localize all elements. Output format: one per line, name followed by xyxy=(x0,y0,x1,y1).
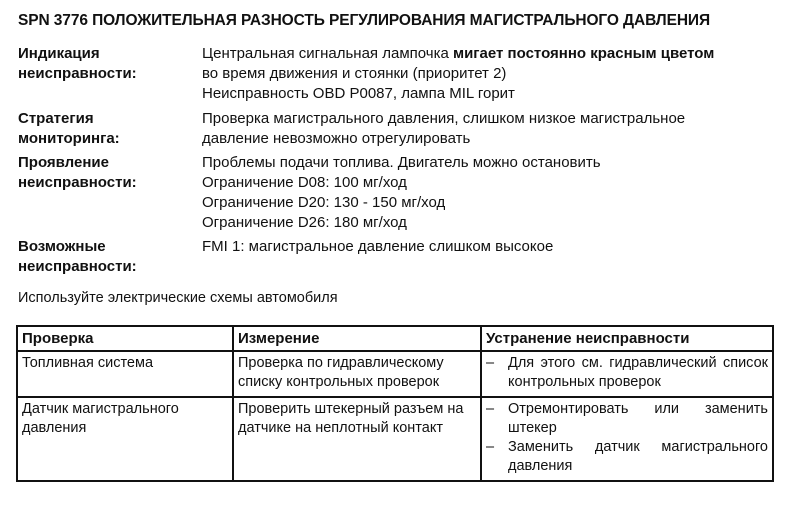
indication-value: Центральная сигнальная лампочка мигает постоянно красным цветом во время движения и стоянки (приоритет 2) Неисправность OBD P0087, лампа MIL горит xyxy=(202,45,715,102)
check-table xyxy=(16,325,774,482)
table-row xyxy=(17,351,773,397)
table-header-row xyxy=(17,326,773,351)
cell-remedy xyxy=(481,351,773,397)
cell-remedy xyxy=(481,397,773,481)
note-text: Используйте электрические схемы автомобиля xyxy=(18,290,338,306)
possible-faults-row xyxy=(18,237,778,277)
indication-row xyxy=(18,44,778,104)
strategy-row xyxy=(18,109,778,149)
remedy-item: – Заменить датчик магистрального давления xyxy=(486,439,768,474)
remedy-item: – Для этого см. гидравлический список контрольных проверок xyxy=(486,355,768,390)
header-measure: Измерение xyxy=(233,326,481,351)
dash-bullet: – xyxy=(486,401,495,417)
cell-measure: Проверить штекерный разъем на датчике на неплотный контакт xyxy=(233,397,481,481)
header-check: Проверка xyxy=(17,326,233,351)
table-row xyxy=(17,397,773,481)
cell-check: Топливная система xyxy=(17,351,233,397)
possible-faults-value: FMI 1: магистральное давление слишком высокое xyxy=(202,238,554,255)
strategy-label: Стратегия мониторинга: xyxy=(18,110,120,147)
header-remedy: Устранение неисправности xyxy=(481,326,773,351)
manifestation-value: Проблемы подачи топлива. Двигатель можно остановить Ограничение D08: 100 мг/ход Ограничение D20: 130 - 150 мг/ход Ограничение D26: 180 мг/ход xyxy=(202,154,601,231)
dash-bullet: – xyxy=(486,439,495,455)
remedy-item: – Отремонтировать или заменить штекер xyxy=(486,401,768,436)
dash-bullet: – xyxy=(486,355,495,371)
fault-info xyxy=(18,44,778,277)
cell-check: Датчик магистрального давления xyxy=(17,397,233,481)
manifestation-label: Проявление неисправности: xyxy=(18,154,137,191)
manifestation-row xyxy=(18,153,778,233)
strategy-value: Проверка магистрального давления, слишком низкое магистральное давление невозможно отрегулировать xyxy=(202,110,686,147)
possible-faults-label: Возможные неисправности: xyxy=(18,238,137,275)
indication-label: Индикация неисправности: xyxy=(18,45,137,82)
cell-measure: Проверка по гидравлическому списку контрольных проверок xyxy=(233,351,481,397)
page-title: SPN 3776 ПОЛОЖИТЕЛЬНАЯ РАЗНОСТЬ РЕГУЛИРОВАНИЯ МАГИСТРАЛЬНОГО ДАВЛЕНИЯ xyxy=(18,12,710,29)
